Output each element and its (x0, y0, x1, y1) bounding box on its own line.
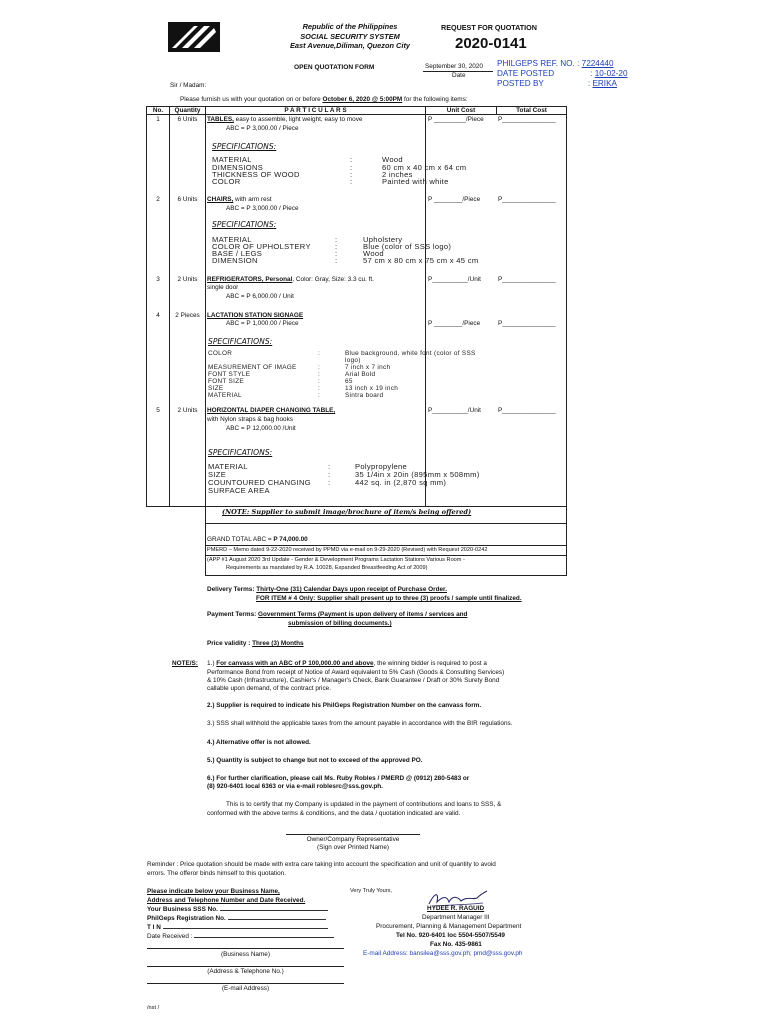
philgeps-ref: 7224440 (581, 59, 614, 68)
supplier-instruction-1: Please indicate below your Business Name, (147, 888, 280, 895)
agency-line-1: Republic of the Philippines (302, 22, 398, 31)
date-label: Date (452, 72, 466, 79)
address-label: (Address & Telephone No.) (207, 968, 284, 975)
agency-header (270, 22, 430, 51)
posted-by: ERIKA (592, 78, 618, 88)
official-fax: Fax No. 435-9861 (430, 941, 482, 948)
grand-total: GRAND TOTAL ABC = P 74,000.00 (207, 536, 308, 543)
philgeps-block: PHILGEPS REF. NO. : 7224440 DATE POSTED : 10-02-20 POSTED BY : ERIKA (497, 59, 628, 88)
philgeps-label: PHILGEPS REF. NO. (497, 59, 575, 68)
tin-field[interactable]: T I N (147, 924, 328, 932)
agency-line-2: SOCIAL SECURITY SYSTEM (300, 31, 400, 41)
delivery-terms: Delivery Terms: Thirty-One (31) Calendar Days upon receipt of Purchase Order. (207, 586, 447, 593)
notes-label: NOTE/S: (172, 660, 198, 667)
owner-sublabel: (Sign over Printed Name) (316, 844, 390, 851)
payment-terms-2: submission of billing documents.) (288, 620, 392, 627)
price-validity: Price validity : Three (3) Months (207, 640, 304, 647)
salutation: Sir / Madam: (170, 82, 207, 89)
col-quantity: Quantity (174, 107, 201, 114)
official-tel: Tel No. 920-6401 loc 5504-5507/5549 (396, 932, 505, 939)
doc-type: REQUEST FOR QUOTATION (441, 23, 537, 32)
agency-line-3: East Avenue,Diliman, Quezon City (289, 41, 411, 51)
delivery-note: FOR ITEM # 4 Only: Supplier shall present up to three (3) proofs / sample until finalized. (256, 595, 522, 602)
official-email: E-mail Address: bansilea@sss.gov.ph; pmd@sss.gov.ph (363, 950, 523, 957)
business-name-label: (Business Name) (220, 951, 270, 958)
owner-label: Owner/Company Representative (306, 836, 400, 843)
col-total-cost: Total Cost (516, 107, 547, 114)
pmerd-remark-3: Requirements as mandated by R.A. 10028, Expanded Breastfeeding Act of 2009) (226, 565, 428, 571)
col-unit-cost: Unit Cost (446, 107, 476, 114)
email-label: (E-mail Address) (221, 985, 270, 992)
business-sss-field[interactable]: Your Business SSS No. (147, 906, 328, 914)
reminder-line-1: Reminder : Price quotation should be made with extra care taking into account the specification and unit of quantity to avoid (147, 861, 496, 868)
footer-initials: /nst / (147, 1005, 160, 1011)
note-2: 2.) Supplier is required to indicate his PhilGeps Registration Number on the canvass form. (207, 702, 482, 709)
spec-heading: SPECIFICATIONS: (208, 448, 273, 457)
note-3: 3.) SSS shall withhold the applicable taxes from the amount payable in accordance with the BIR regulations. (207, 720, 513, 727)
official-name: HYDEE R. RAGUID (427, 905, 485, 912)
note-5: 5.) Quantity is subject to change but not to exceed of the approved PO. (207, 757, 423, 764)
payment-terms: Payment Terms: Government Terms (Payment is upon delivery of items / services and (207, 611, 468, 618)
spec-heading: SPECIFICATIONS: (212, 220, 277, 229)
note-4: 4.) Alternative offer is not allowed. (207, 739, 311, 746)
document-date: September 30, 2020 (425, 63, 483, 70)
date-posted: 10-02-20 (594, 68, 628, 78)
spec-heading: SPECIFICATIONS: (212, 142, 277, 151)
sss-logo (168, 22, 220, 52)
intro-line: Please furnish us with your quotation on or before October 6, 2020 @ 5:00PM for the following items: (180, 96, 468, 103)
philgeps-reg-field[interactable]: PhilGeps Registration No. (147, 915, 326, 923)
note-6a: 6.) For further clarification, please call Ms. Ruby Robles / PMERD @ (0912) 280-5483 or (207, 775, 470, 782)
note-6b: (8) 920-6401 local 6363 or via e-mail roblesrc@sss.gov.ph. (207, 783, 383, 790)
pmerd-remark-1: PMERD – Memo dated 9-22-2020 received by PPMD via e-mail on 9-29-2020 (Revised) with Request 2020-0242 (207, 547, 488, 553)
supplier-instruction-2: Address and Telephone Number and Date Received. (147, 897, 306, 904)
certify-line-2: conformed with the above terms & conditions, and the data / quotation indicated are valid. (207, 810, 461, 817)
col-particulars: P A R T I C U L A R S (284, 107, 347, 114)
supplier-note: (NOTE: Supplier to submit image/brochure of item/s being offered) (222, 508, 472, 516)
form-title: OPEN QUOTATION FORM (294, 64, 375, 71)
official-department: Procurement, Planning & Management Department (376, 923, 522, 930)
date-posted-label: DATE POSTED (497, 68, 555, 78)
date-received-field[interactable]: Date Received : (147, 933, 334, 941)
posted-by-label: POSTED BY (497, 78, 544, 88)
spec-heading: SPECIFICATIONS: (208, 337, 273, 346)
deadline: October 6, 2020 @ 5:00PM (322, 96, 403, 103)
col-no: No. (152, 107, 164, 114)
certify-line-1: This is to certify that my Company is updated in the payment of contributions and loans to SSS, & (226, 801, 502, 808)
rfq-number: 2020-0141 (455, 35, 527, 52)
note-1: 1.) For canvass with an ABC of P 100,000.00 and above, the winning bidder is required to post a (207, 660, 487, 667)
pmerd-remark-2: (APP #1 August 2020 3rd Update - Gender & Development Programs Lactation Stations Various Room - (207, 557, 465, 563)
closing: Very Truly Yours, (350, 888, 392, 894)
official-title: Department Manager III (422, 914, 490, 921)
reminder-line-2: errors. The offeror binds himself to this quotation. (147, 870, 287, 877)
